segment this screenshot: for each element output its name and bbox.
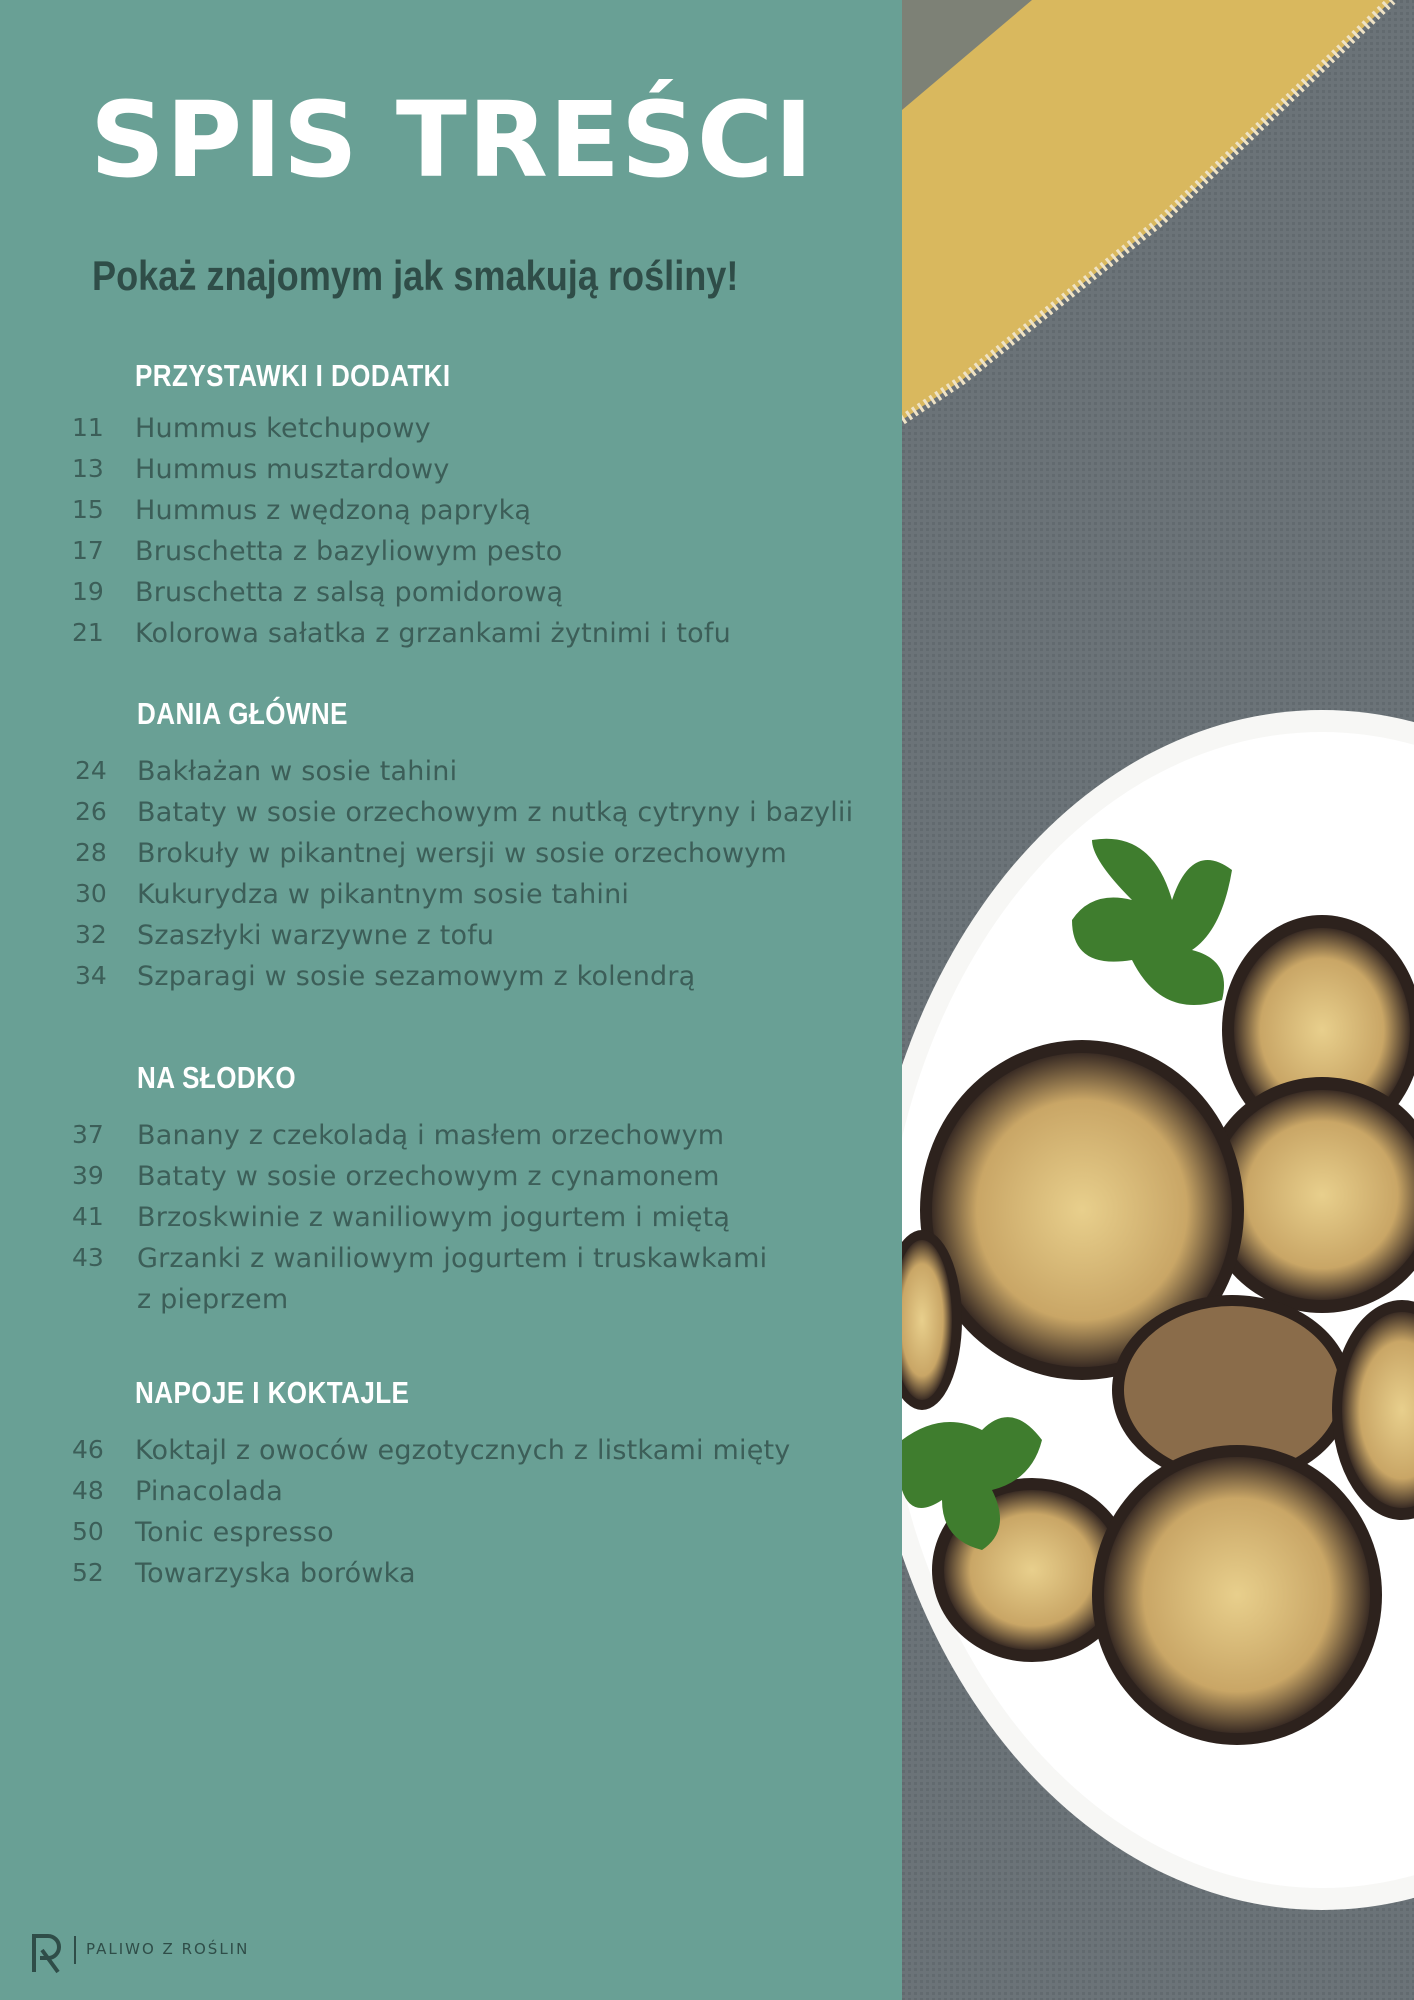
- food-photo: [902, 0, 1414, 2000]
- recipe-name: Koktajl z owoców egzotycznych z listkami mięty: [135, 1435, 791, 1466]
- recipe-name: Brokuły w pikantnej wersji w sosie orzechowym: [137, 838, 787, 869]
- recipe-name: Kukurydza w pikantnym sosie tahini: [137, 879, 630, 910]
- page-number: 30: [75, 879, 107, 908]
- recipe-name: Bakłażan w sosie tahini: [137, 756, 458, 787]
- page-number: 17: [72, 536, 104, 565]
- page-number: 32: [75, 920, 107, 949]
- page-number: 37: [72, 1120, 104, 1149]
- recipe-name: Hummus z wędzoną papryką: [135, 495, 532, 526]
- page-number: 50: [72, 1517, 104, 1546]
- recipe-name: Pinacolada: [135, 1476, 283, 1507]
- page-title: SPIS TREŚCI: [90, 79, 814, 201]
- page-number: 43: [72, 1243, 104, 1272]
- page-subtitle: Pokaż znajomym jak smakują rośliny!: [92, 252, 739, 299]
- recipe-name: z pieprzem: [137, 1284, 289, 1315]
- recipe-name: Tonic espresso: [135, 1517, 334, 1548]
- page-number: 28: [75, 838, 107, 867]
- recipe-name: Brzoskwinie z waniliowym jogurtem i miętą: [137, 1202, 731, 1233]
- page-number: 11: [72, 413, 104, 442]
- section-title: PRZYSTAWKI I DODATKI: [135, 358, 451, 393]
- recipe-name: Kolorowa sałatka z grzankami żytnimi i tofu: [135, 618, 731, 649]
- page-number: 39: [72, 1161, 104, 1190]
- page-number: 52: [72, 1558, 104, 1587]
- recipe-name: Bruschetta z bazyliowym pesto: [135, 536, 563, 567]
- section-title: DANIA GŁÓWNE: [137, 696, 348, 731]
- recipe-name: Szparagi w sosie sezamowym z kolendrą: [137, 961, 696, 992]
- logo-divider: [74, 1936, 76, 1964]
- recipe-name: Banany z czekoladą i masłem orzechowym: [137, 1120, 725, 1151]
- page-number: 26: [75, 797, 107, 826]
- recipe-name: Hummus musztardowy: [135, 454, 450, 485]
- section-title: NAPOJE I KOKTAJLE: [135, 1375, 410, 1410]
- pr-monogram-icon: [28, 1928, 68, 1976]
- page-number: 15: [72, 495, 104, 524]
- grilled-eggplant-illustration: [902, 0, 1414, 2000]
- brand-name: PALIWO Z ROŚLIN: [86, 1940, 250, 1958]
- page-number: 13: [72, 454, 104, 483]
- page-number: 34: [75, 961, 107, 990]
- page-number: 46: [72, 1435, 104, 1464]
- page-number: 24: [75, 756, 107, 785]
- page-number: 19: [72, 577, 104, 606]
- recipe-name: Bataty w sosie orzechowym z nutką cytryny i bazylii: [137, 797, 854, 828]
- recipe-name: Bataty w sosie orzechowym z cynamonem: [137, 1161, 720, 1192]
- recipe-name: Bruschetta z salsą pomidorową: [135, 577, 564, 608]
- page-number: 41: [72, 1202, 104, 1231]
- page-number: 21: [72, 618, 104, 647]
- section-title: NA SŁODKO: [137, 1060, 297, 1095]
- recipe-name: Szaszłyki warzywne z tofu: [137, 920, 495, 951]
- recipe-name: Hummus ketchupowy: [135, 413, 431, 444]
- recipe-name: Towarzyska borówka: [135, 1558, 416, 1589]
- recipe-name: Grzanki z waniliowym jogurtem i truskawkami: [137, 1243, 768, 1274]
- page-number: 48: [72, 1476, 104, 1505]
